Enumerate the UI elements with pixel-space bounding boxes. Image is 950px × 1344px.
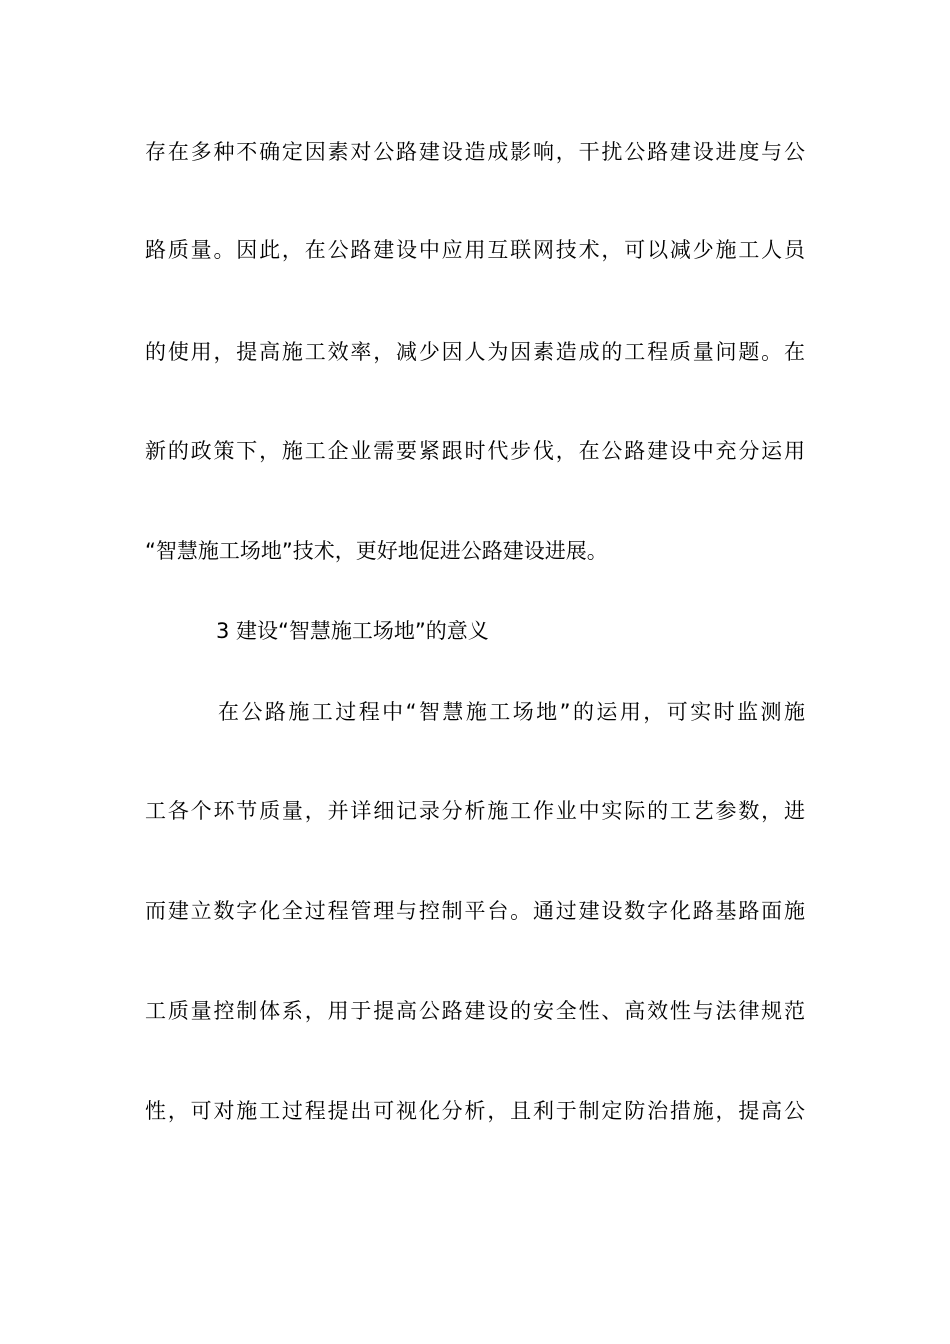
paragraph-line: 新的政策下，施工企业需要紧跟时代步伐，在公路建设中充分运用 [145,439,805,463]
paragraph-line: 在公路施工过程中“智慧施工场地”的运用，可实时监测施 [218,700,805,724]
paragraph-last-line: “智慧施工场地”技术，更好地促进公路建设进展。 [145,539,608,563]
paragraph-line: 工各个环节质量，并详细记录分析施工作业中实际的工艺参数，进 [145,799,805,823]
paragraph-line: 路质量。因此，在公路建设中应用互联网技术，可以减少施工人员 [145,238,805,262]
paragraph-line: 性，可对施工过程提出可视化分析，且利于制定防治措施，提高公 [145,1099,805,1123]
section-heading: 3 建设“智慧施工场地”的意义 [216,619,489,643]
paragraph-line: 而建立数字化全过程管理与控制平台。通过建设数字化路基路面施 [145,899,805,923]
paragraph-line: 存在多种不确定因素对公路建设造成影响，干扰公路建设进度与公 [145,140,805,164]
paragraph-line: 工质量控制体系，用于提高公路建设的安全性、高效性与法律规范 [145,999,805,1023]
paragraph-line: 的使用，提高施工效率，减少因人为因素造成的工程质量问题。在 [145,340,805,364]
